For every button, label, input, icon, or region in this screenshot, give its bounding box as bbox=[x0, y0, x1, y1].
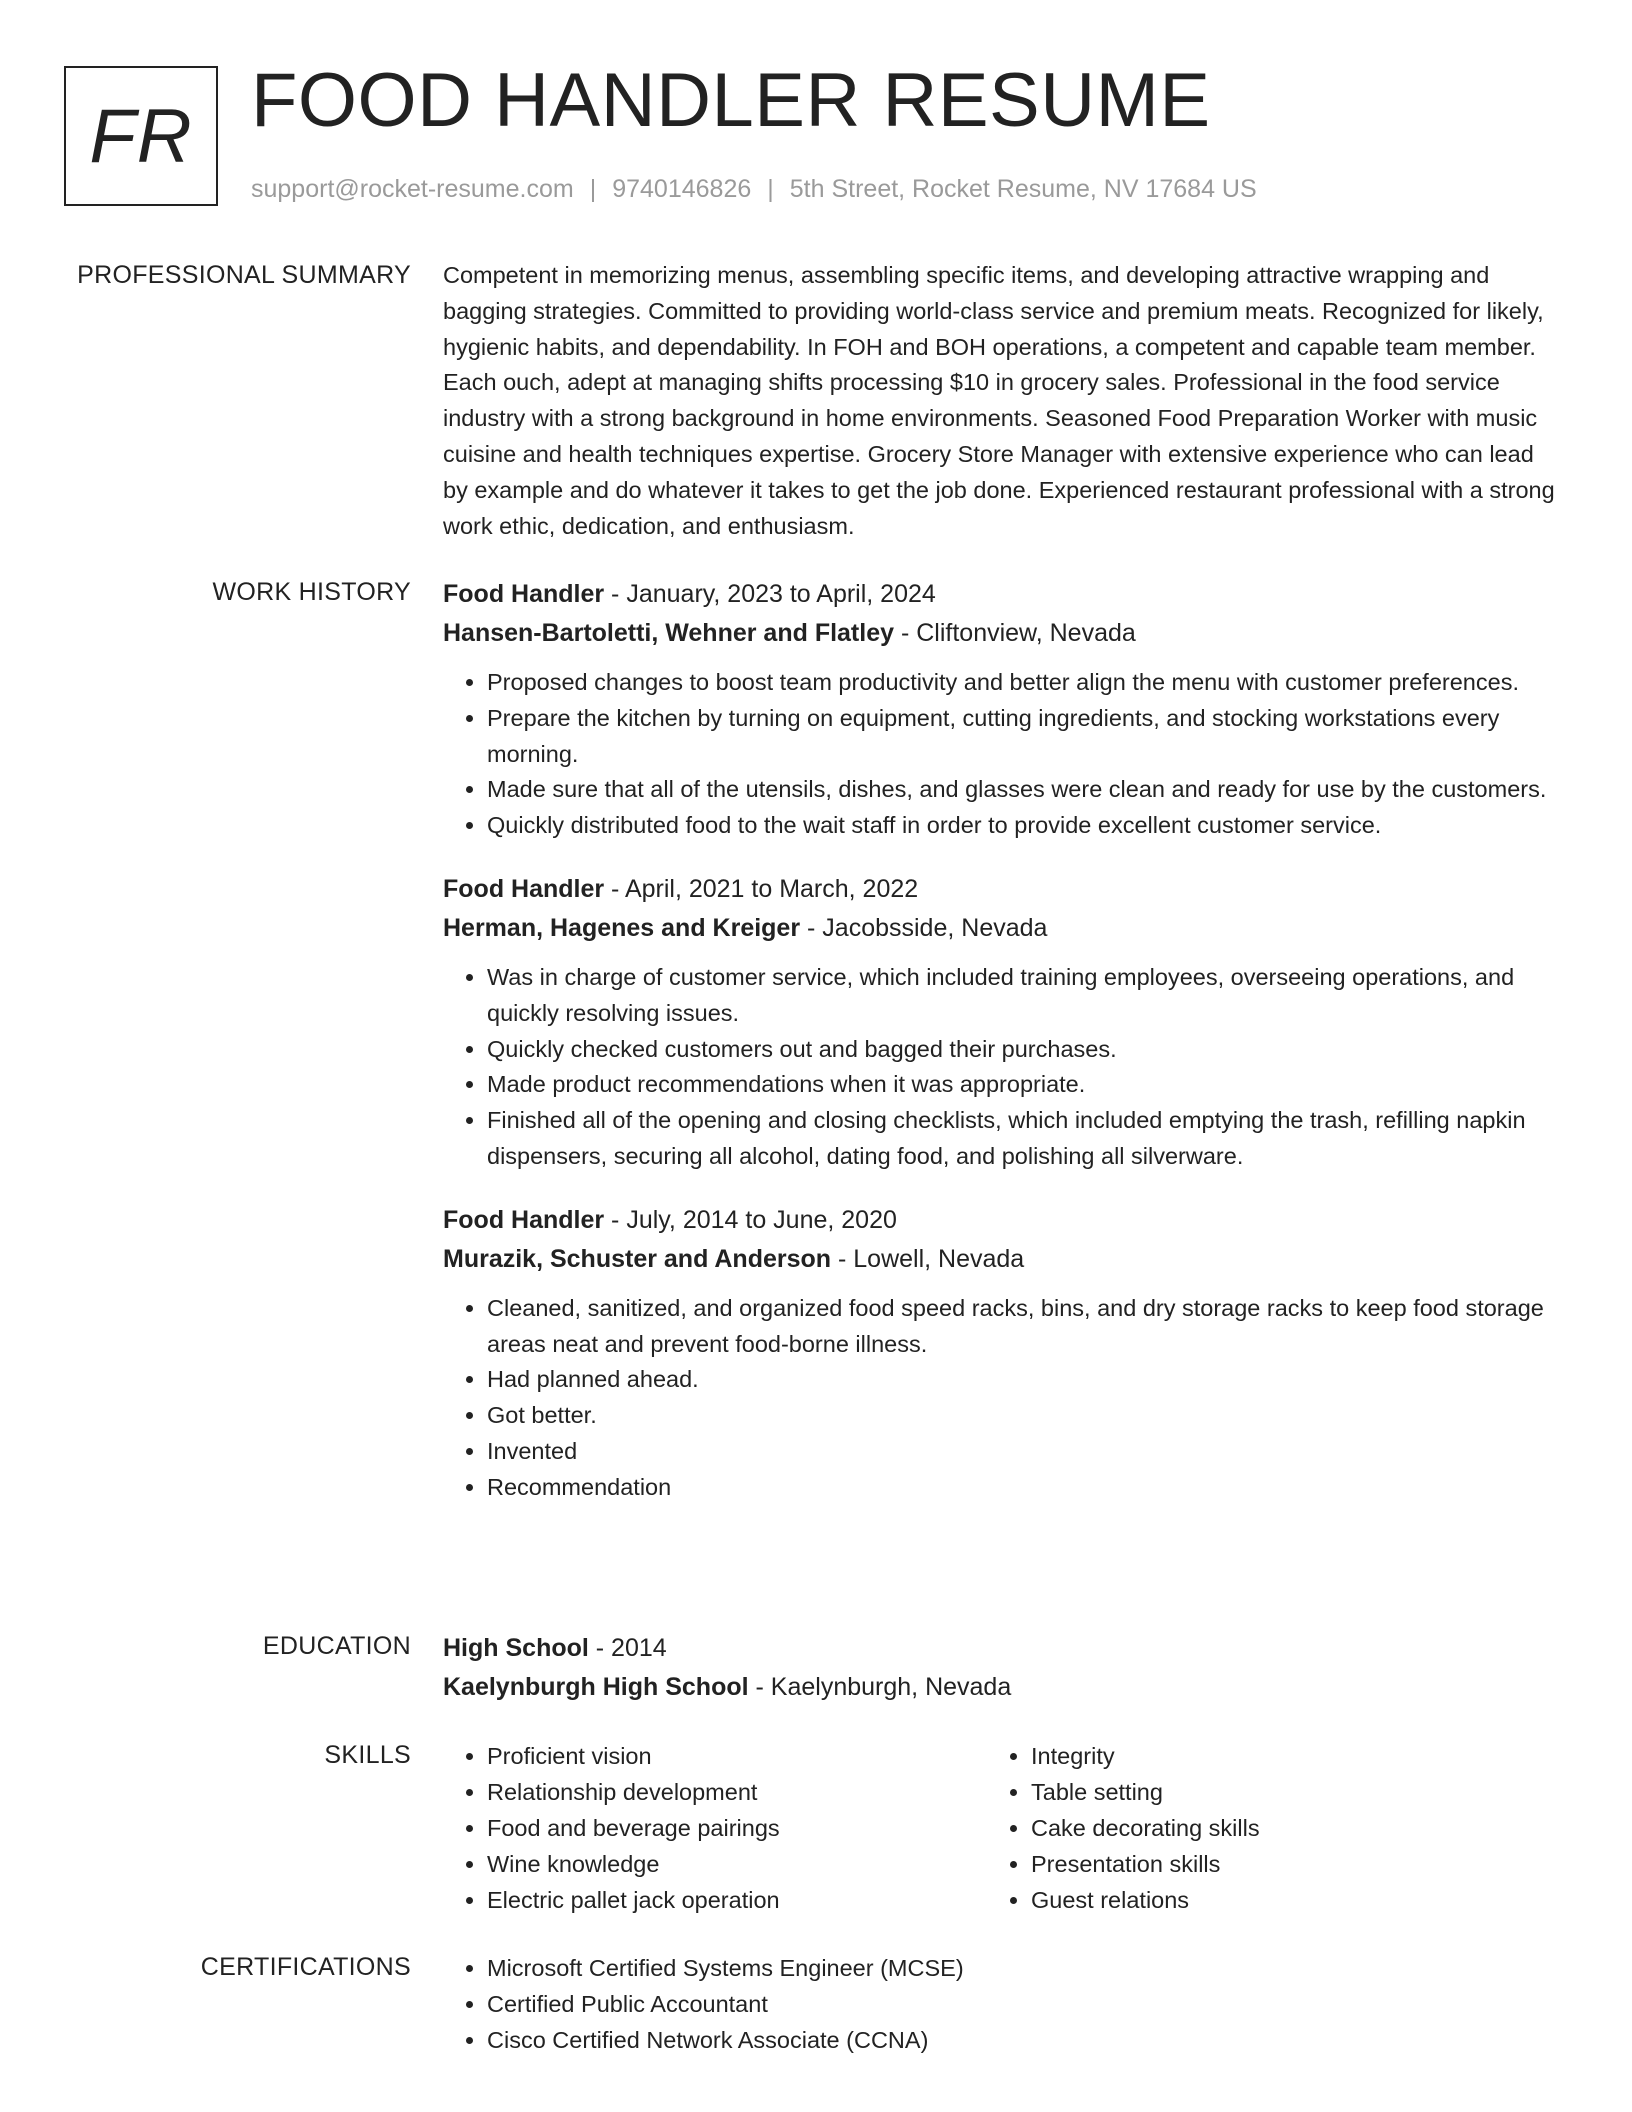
education-body bbox=[443, 1629, 1555, 1707]
job-company-line bbox=[443, 909, 1555, 948]
skills-body bbox=[443, 1738, 1555, 1918]
job-location: - Jacobsside, Nevada bbox=[800, 913, 1048, 942]
job-duties bbox=[443, 665, 1555, 844]
summary-body bbox=[443, 258, 1555, 544]
job-duty-item: • Made sure that all of the utensils, dishes, and glasses were clean and ready for use by the customers. bbox=[487, 772, 1555, 808]
job-dates: - April, 2021 to March, 2022 bbox=[604, 874, 919, 903]
education-degree-line bbox=[443, 1629, 1555, 1668]
job-duty-item: • Prepare the kitchen by turning on equipment, cutting ingredients, and stocking workstations every morning. bbox=[487, 701, 1555, 773]
job-duty-item: • Cleaned, sanitized, and organized food speed racks, bins, and dry storage racks to keep food storage areas neat and prevent food-borne illness. bbox=[487, 1291, 1555, 1363]
skills-column-right bbox=[987, 1738, 1531, 1918]
monogram-box bbox=[64, 66, 218, 206]
contact-line bbox=[251, 172, 1257, 206]
job-duty-item: • Quickly distributed food to the wait staff in order to provide excellent customer service. bbox=[487, 808, 1555, 844]
work-history-body bbox=[443, 575, 1555, 1532]
education-location: - Kaelynburgh, Nevada bbox=[748, 1673, 1012, 1701]
job-title: Food Handler bbox=[443, 874, 605, 903]
skills-column-left bbox=[443, 1738, 987, 1918]
education-year: - 2014 bbox=[588, 1634, 667, 1662]
contact-separator: | bbox=[589, 175, 597, 203]
section-label-work-history: WORK HISTORY bbox=[212, 578, 411, 606]
contact-phone: 9740146826 bbox=[612, 175, 752, 203]
section-label-certifications: CERTIFICATIONS bbox=[200, 1953, 411, 1981]
job-entry bbox=[443, 575, 1555, 844]
certification-item: • Certified Public Accountant bbox=[487, 1986, 1555, 2022]
job-entry bbox=[443, 1201, 1555, 1506]
job-duty-item: • Quickly checked customers out and bagged their purchases. bbox=[487, 1032, 1555, 1068]
job-duty-item: • Proposed changes to boost team productivity and better align the menu with customer preferences. bbox=[487, 665, 1555, 701]
job-duties bbox=[443, 1291, 1555, 1506]
section-label-skills: SKILLS bbox=[324, 1741, 411, 1769]
job-title: Food Handler bbox=[443, 1205, 605, 1234]
skill-item: • Proficient vision bbox=[487, 1738, 987, 1774]
skill-item: • Wine knowledge bbox=[487, 1846, 987, 1882]
contact-email: support@rocket-resume.com bbox=[251, 175, 574, 203]
job-company: Hansen-Bartoletti, Wehner and Flatley bbox=[443, 619, 895, 647]
skill-item: • Table setting bbox=[1031, 1774, 1531, 1810]
monogram-initials: FR bbox=[89, 93, 193, 179]
skills-list-left bbox=[443, 1738, 987, 1918]
skill-item: • Presentation skills bbox=[1031, 1846, 1531, 1882]
job-title-line bbox=[443, 870, 1555, 909]
job-company-line bbox=[443, 614, 1555, 653]
summary-text: Competent in memorizing menus, assembling specific items, and developing attractive wrapping and bagging strategies. Committed to providing world-class service and premium meats. Recognized for likely, hygienic habits, and dependability. In FOH and BOH operations, a competent and capable team member. Each ouch, adept at managing shifts processing $10 in grocery sales. Professional in the food service industry with a strong background in home environments. Seasoned Food Preparation Worker with music cuisine and health techniques expertise. Grocery Store Manager with extensive experience who can lead by example and do whatever it takes to get the job done. Experienced restaurant professional with a strong work ethic, dedication, and enthusiasm. bbox=[443, 262, 1555, 539]
job-title-line bbox=[443, 1201, 1555, 1240]
job-title-line bbox=[443, 575, 1555, 614]
job-entry bbox=[443, 870, 1555, 1175]
certifications-list bbox=[443, 1950, 1555, 2058]
job-company: Herman, Hagenes and Kreiger bbox=[443, 913, 801, 942]
skills-list-right bbox=[987, 1738, 1531, 1918]
certification-item: • Microsoft Certified Systems Engineer (MCSE) bbox=[487, 1950, 1555, 1986]
skills-columns bbox=[443, 1738, 1555, 1918]
job-duties bbox=[443, 960, 1555, 1175]
certification-item: • Cisco Certified Network Associate (CCNA) bbox=[487, 2022, 1555, 2058]
job-duty-item: • Invented bbox=[487, 1434, 1555, 1470]
job-location: - Cliftonview, Nevada bbox=[894, 619, 1136, 647]
skill-item: • Electric pallet jack operation bbox=[487, 1882, 987, 1918]
contact-address: 5th Street, Rocket Resume, NV 17684 US bbox=[789, 175, 1257, 203]
job-duty-item: • Was in charge of customer service, which included training employees, overseeing operations, and quickly resolving issues. bbox=[487, 960, 1555, 1032]
job-dates: - July, 2014 to June, 2020 bbox=[604, 1205, 897, 1234]
skill-item: • Integrity bbox=[1031, 1738, 1531, 1774]
job-duty-item: • Got better. bbox=[487, 1398, 1555, 1434]
certifications-body bbox=[443, 1950, 1555, 2058]
education-school-line bbox=[443, 1668, 1555, 1707]
skill-item: • Relationship development bbox=[487, 1774, 987, 1810]
job-company-line bbox=[443, 1240, 1555, 1279]
job-title: Food Handler bbox=[443, 580, 605, 608]
job-duty-item: • Made product recommendations when it was appropriate. bbox=[487, 1067, 1555, 1103]
job-duty-item: • Recommendation bbox=[487, 1470, 1555, 1506]
contact-separator: | bbox=[767, 175, 774, 203]
job-duty-item: • Had planned ahead. bbox=[487, 1362, 1555, 1398]
education-degree: High School bbox=[443, 1634, 589, 1662]
resume-title: FOOD HANDLER RESUME bbox=[251, 58, 1211, 143]
job-dates: - January, 2023 to April, 2024 bbox=[604, 580, 936, 608]
skill-item: • Food and beverage pairings bbox=[487, 1810, 987, 1846]
section-label-education: EDUCATION bbox=[262, 1632, 411, 1660]
section-label-summary: PROFESSIONAL SUMMARY bbox=[77, 261, 411, 289]
job-company: Murazik, Schuster and Anderson bbox=[443, 1244, 832, 1273]
job-location: - Lowell, Nevada bbox=[831, 1244, 1025, 1273]
skill-item: • Guest relations bbox=[1031, 1882, 1531, 1918]
skill-item: • Cake decorating skills bbox=[1031, 1810, 1531, 1846]
education-school: Kaelynburgh High School bbox=[443, 1673, 749, 1701]
job-duty-item: • Finished all of the opening and closing checklists, which included emptying the trash, refilling napkin dispensers, securing all alcohol, dating food, and polishing all silverware. bbox=[487, 1103, 1555, 1175]
